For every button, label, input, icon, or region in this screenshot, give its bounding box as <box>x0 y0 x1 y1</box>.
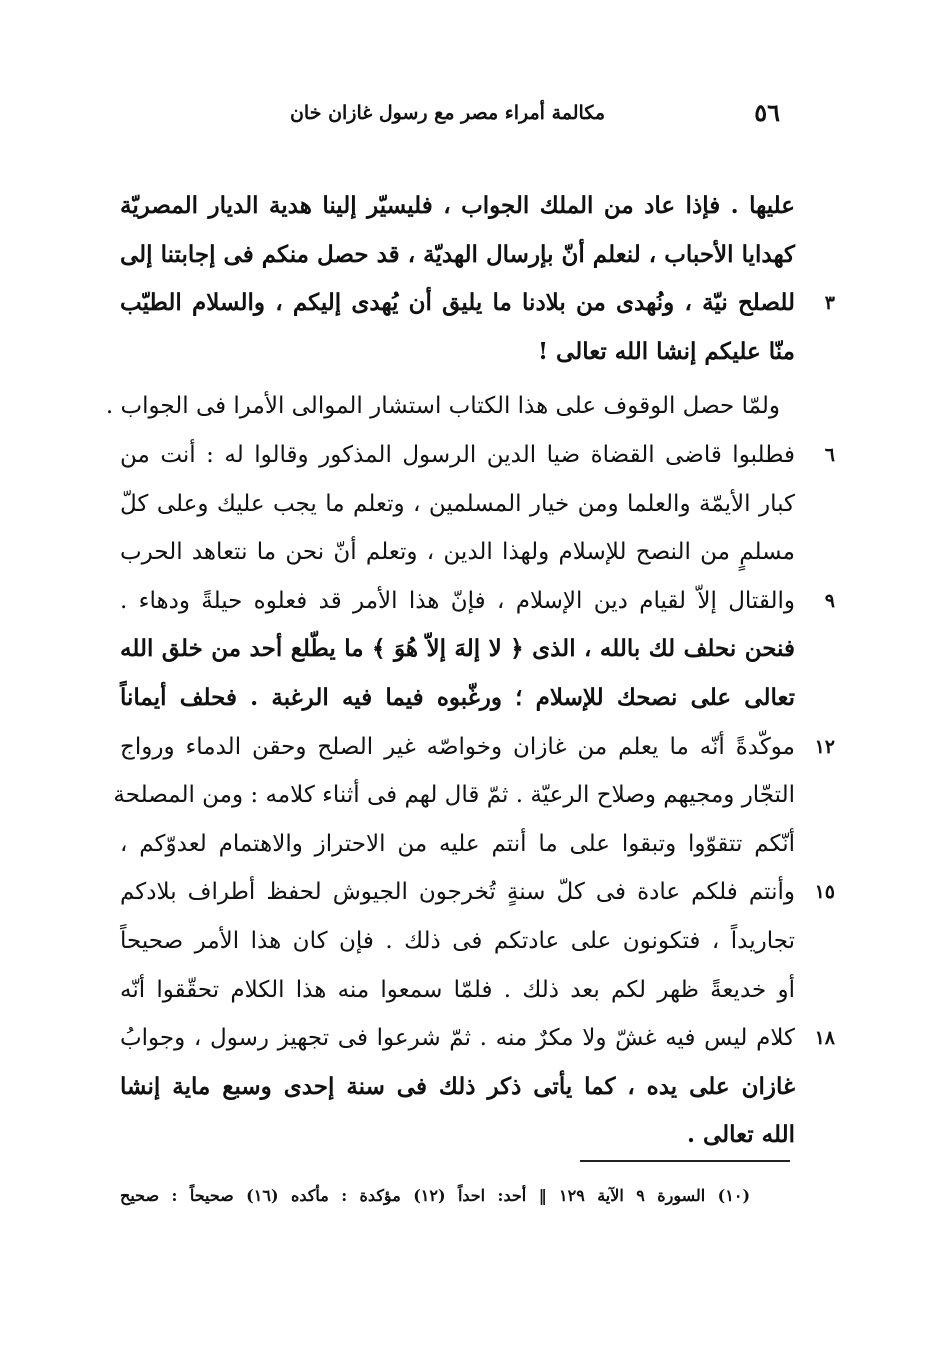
text-line <box>120 328 835 377</box>
text-line <box>120 625 835 674</box>
text-line <box>120 577 835 626</box>
line-number: ٩ <box>824 589 835 612</box>
line-text: كهدايا الأحباب ، لنعلم أنّ بإرسال الهديّة ، قد حصل منكم فى إجابتنا إلى <box>120 240 795 268</box>
line-number: ١٨ <box>814 1027 835 1050</box>
text-line <box>120 868 835 917</box>
footnote-divider <box>580 1160 790 1162</box>
line-text: وأنتم فلكم عادة فى كلّ سنةٍ تُخرجون الجيوش لحفظ أطراف بلادكم <box>120 879 795 906</box>
line-text: تعالى على نصحك للإسلام ؛ ورغّبوه فيما فيه الرغبة . فحلف أيماناً <box>120 683 795 711</box>
line-number: ٣ <box>824 292 835 315</box>
page-header <box>289 98 780 138</box>
line-text: عليها . فإذا عاد من الملك الجواب ، فليسيّر إلينا هدية الديار المصريّة <box>120 192 795 219</box>
line-number: ١٢ <box>814 735 835 758</box>
text-line <box>105 382 835 431</box>
line-text: ولمّا حصل الوقوف على هذا الكتاب استشار الموالى الأمرا فى الجواب . <box>105 393 780 420</box>
line-text: موكّدةً أنّه ما يعلم من غازان وخواصّه غير الصلح وحقن الدماء ورواج <box>120 733 796 760</box>
text-line <box>120 279 835 328</box>
line-text: أنّكم تتقوّوا وتبقوا على ما أنتم عليه من الاحتراز والاهتمام لعدوّكم ، <box>120 830 795 857</box>
line-text: التجّار ومجيهم وصلاح الرعيّة . ثمّ قال لهم فى أثناء كلامه : ومن المصلحة <box>113 782 795 809</box>
text-line <box>120 231 835 280</box>
line-text: كبار الأيمّة والعلما ومن خيار المسلمين ، وتعلم ما يجب عليك وعلى كلّ <box>120 490 795 517</box>
line-text: فطلبوا قاضى القضاة ضيا الدين الرسول المذكور وقالوا له : أنت من <box>120 441 795 468</box>
line-text: للصلح نيّة ، ونُهدى من بلادنا ما يليق أن يُهدى إليكم ، والسلام الطيّب <box>120 289 795 317</box>
text-line <box>120 480 835 529</box>
body-text <box>105 182 835 1160</box>
line-text: مسلمٍ من النصح للإسلام ولهذا الدين ، وتعلم أنّ نحن ما نتعاهد الحرب <box>120 539 795 566</box>
line-number: ١٥ <box>814 881 835 904</box>
line-text: منّا عليكم إنشا الله تعالى ! <box>537 337 795 365</box>
line-text: كلام ليس فيه غشّ ولا مكرٌ منه . ثمّ شرعوا فى تجهيز رسول ، وجوابُ <box>120 1025 795 1052</box>
line-text: تجاريداً ، فتكونون على عادتكم فى ذلك . فإن كان هذا الأمر صحيحاً <box>120 927 795 954</box>
text-line <box>120 917 835 966</box>
running-title: مكالمة أمراء مصر مع رسول غازان خان <box>289 102 605 124</box>
text-line <box>120 1014 835 1063</box>
text-line <box>120 820 835 869</box>
footnotes: (١٠) السورة ٩ الآية ١٢٩ ‖ أحد: احداً (١٢) مؤكدة : مأكده (١٦) صحيحاً : صحيح <box>120 1186 751 1205</box>
text-line <box>120 723 835 772</box>
line-number: ٦ <box>824 443 835 466</box>
line-text: أو خديعةً ظهر لكم بعد ذلك . فلمّا سمعوا منه هذا الكلام تحقّقوا أنّه <box>120 976 795 1003</box>
line-text: والقتال إلاّ لقيام دين الإسلام ، فإنّ هذا الأمر قد فعلوه حيلةً ودهاء . <box>120 587 795 614</box>
line-text: الله تعالى . <box>686 1121 795 1149</box>
line-text: غازان على يده ، كما يأتى ذكر ذلك فى سنة إحدى وسبع ماية إنشا <box>120 1072 795 1100</box>
text-line <box>113 771 835 820</box>
text-line <box>120 674 835 723</box>
line-text: فنحن نحلف لك بالله ، الذى ﴿ لا إلهَ إلاّ هُوَ ﴾ ما يطّلع أحد من خلق الله <box>120 635 795 663</box>
text-line <box>120 1111 835 1160</box>
text-line <box>120 431 835 480</box>
text-line <box>120 966 835 1015</box>
text-line <box>120 528 835 577</box>
text-line <box>120 1063 835 1112</box>
text-line <box>120 182 835 231</box>
page-number: ٥٦ <box>754 98 780 127</box>
